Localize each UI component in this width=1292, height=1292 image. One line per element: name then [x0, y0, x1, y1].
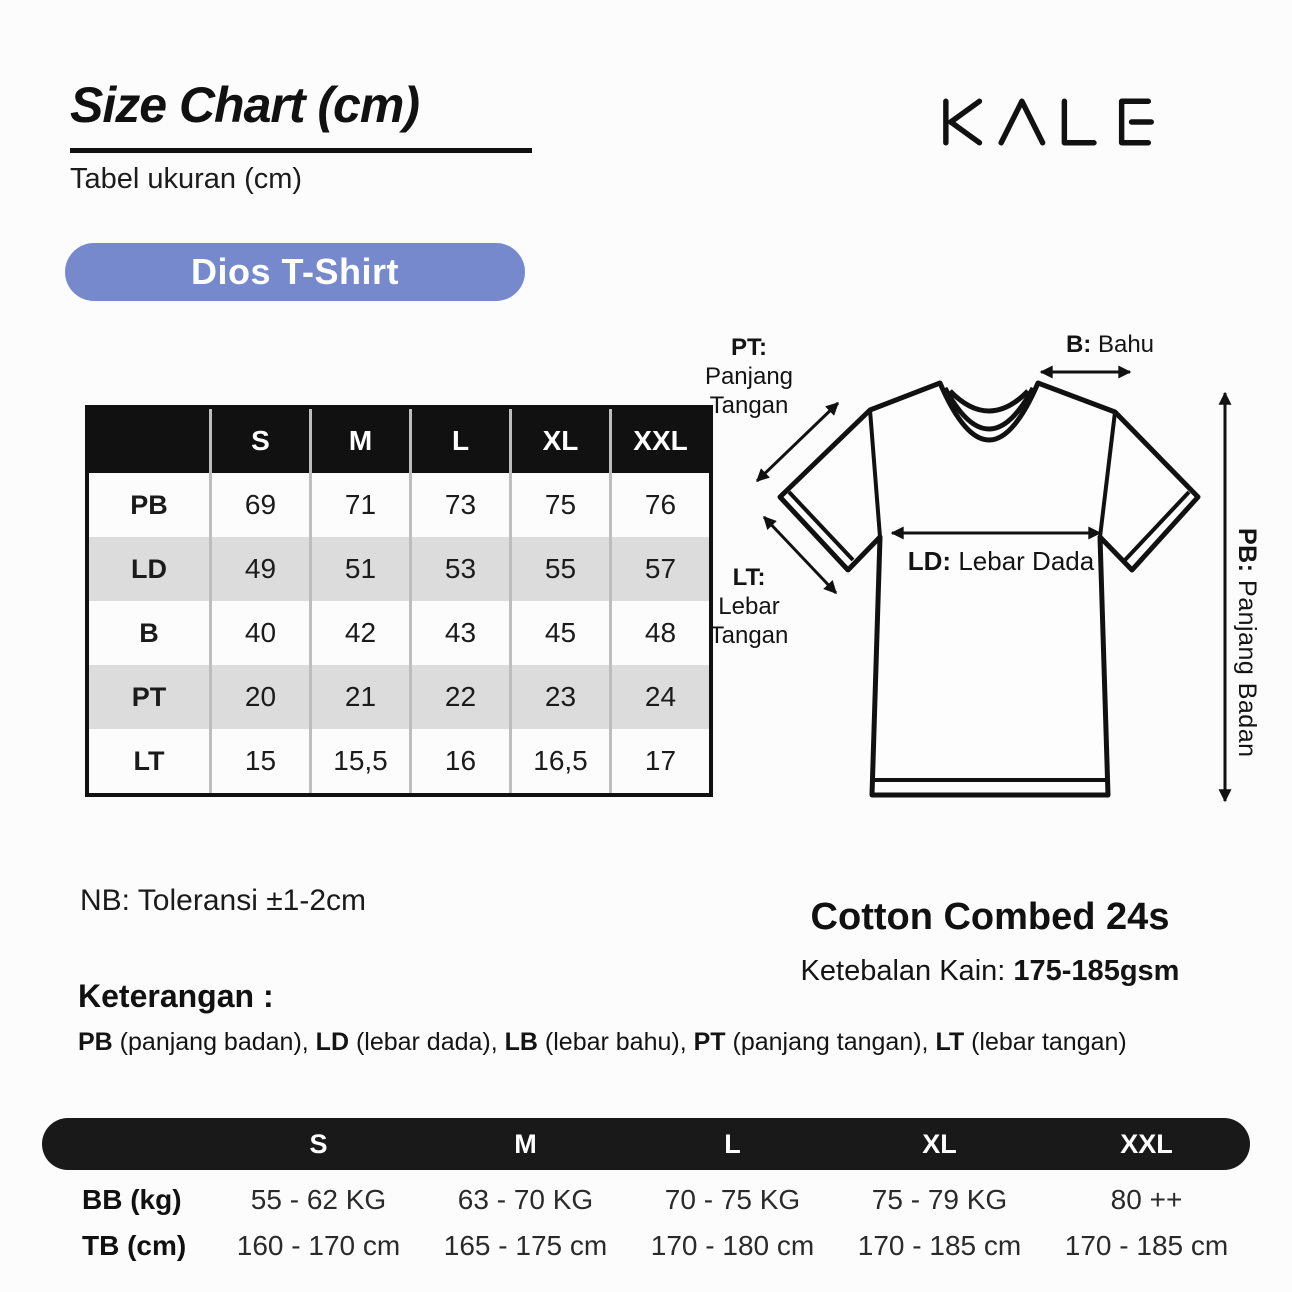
tolerance-note: NB: Toleransi ±1-2cm: [80, 884, 367, 917]
size-value-cell: 21: [311, 665, 411, 729]
pb-abbr: PB:: [1233, 528, 1261, 573]
legend-desc: (panjang badan),: [112, 1028, 316, 1056]
ld-word: Lebar Dada: [958, 546, 1095, 576]
pt-measure-label: [694, 333, 804, 420]
weight-col-header: M: [514, 1128, 537, 1159]
weight-col-header: L: [724, 1128, 741, 1159]
product-name-badge: Dios T-Shirt: [65, 243, 525, 301]
table-row: [42, 1230, 1250, 1262]
size-col-header: XL: [511, 407, 611, 473]
row-label: LD: [87, 537, 211, 601]
tshirt-measurement-diagram: [700, 325, 1292, 875]
weight-table: [42, 1118, 1250, 1262]
height-value-cell: 160 - 170 cm: [236, 1230, 401, 1261]
legend-desc: (lebar bahu),: [537, 1028, 694, 1056]
title-underline: [70, 148, 532, 153]
weight-col-header: XL: [922, 1128, 957, 1159]
table-row: [87, 729, 711, 795]
pt-word-1: Panjang: [704, 363, 794, 390]
size-value-cell: 48: [611, 601, 712, 665]
size-value-cell: 23: [511, 665, 611, 729]
table-row: [87, 537, 711, 601]
row-label: B: [139, 617, 159, 648]
table-row: [87, 473, 711, 537]
size-value-cell: 55: [511, 537, 611, 601]
size-value-cell: 76: [611, 473, 712, 537]
table-row: [42, 1184, 1250, 1216]
height-value-cell: 170 - 185 cm: [1064, 1230, 1229, 1261]
collar-top-arc: [950, 391, 1028, 411]
size-col-header: M: [311, 407, 411, 473]
size-table: [85, 405, 713, 797]
size-value-cell: 24: [611, 665, 712, 729]
size-value-cell: 15: [211, 729, 311, 795]
height-value-cell: 170 - 180 cm: [650, 1230, 815, 1261]
row-label: PT: [87, 665, 211, 729]
legend-abbr: LD: [315, 1028, 349, 1056]
table-row: [87, 665, 711, 729]
size-value-cell: 73: [411, 473, 511, 537]
header: [70, 76, 532, 196]
size-value-cell: 15,5: [311, 729, 411, 795]
legend-abbr: PT: [693, 1028, 726, 1056]
size-value-cell: 40: [211, 601, 311, 665]
weight-value-cell: 75 - 79 KG: [871, 1184, 1008, 1215]
size-value-cell: 49: [211, 537, 311, 601]
bahu-measure-label: [1030, 330, 1190, 359]
brand-logo: [935, 92, 1172, 157]
legend-desc: (panjang tangan),: [725, 1028, 936, 1056]
legend-abbr: LT: [935, 1028, 965, 1056]
ld-abbr: LD:: [907, 546, 952, 576]
fabric-thickness-value: 175-185gsm: [1013, 955, 1180, 987]
weight-value-cell: 55 - 62 KG: [250, 1184, 387, 1215]
row-label: LT: [133, 745, 165, 776]
page-subtitle: Tabel ukuran (cm): [70, 163, 303, 195]
b-word: Bahu: [1097, 331, 1155, 358]
weight-value-cell: 70 - 75 KG: [664, 1184, 801, 1215]
height-value-cell: 170 - 185 cm: [857, 1230, 1022, 1261]
fabric-info: [740, 896, 1240, 988]
size-value-cell: 75: [511, 473, 611, 537]
page-title: Size Chart (cm): [70, 77, 419, 133]
size-table-corner-cell: [87, 407, 211, 473]
weight-value-cell: 80 ++: [1110, 1184, 1183, 1215]
weight-col-header: XXL: [1120, 1128, 1173, 1159]
size-value-cell: 16,5: [511, 729, 611, 795]
lt-abbr: LT:: [732, 564, 766, 591]
lt-word-1: Lebar: [718, 593, 780, 620]
size-value-cell: 71: [311, 473, 411, 537]
size-table-header-row: [87, 407, 711, 473]
size-value-cell: 17: [611, 729, 712, 795]
row-label: PB: [130, 489, 168, 520]
size-value-cell: 51: [311, 537, 411, 601]
height-value-cell: 165 - 175 cm: [443, 1230, 608, 1261]
legend-desc: (lebar dada),: [349, 1028, 505, 1056]
lt-measure-label: [694, 563, 804, 650]
lt-word-2: Tangan: [709, 622, 789, 649]
pt-abbr: PT:: [731, 334, 767, 361]
size-value-cell: 43: [411, 601, 511, 665]
fabric-name: Cotton Combed 24s: [810, 896, 1170, 938]
size-value-cell: 53: [411, 537, 511, 601]
fabric-thickness: [740, 955, 1240, 988]
kale-logo-icon: [935, 92, 1172, 152]
legend-line: [78, 1028, 1248, 1057]
size-col-header: S: [211, 407, 311, 473]
pb-word: Panjang Badan: [1233, 580, 1261, 758]
size-value-cell: 69: [211, 473, 311, 537]
size-value-cell: 20: [211, 665, 311, 729]
legend-abbr: LB: [504, 1028, 538, 1056]
pb-measure-label: [1232, 513, 1261, 773]
row-label: BB (kg): [82, 1184, 182, 1215]
legend-desc: (lebar tangan): [964, 1028, 1127, 1056]
ld-measure-label: [896, 547, 1106, 576]
b-abbr: B:: [1065, 331, 1092, 358]
size-value-cell: 22: [411, 665, 511, 729]
weight-table-header-row: [42, 1118, 1250, 1170]
size-value-cell: 42: [311, 601, 411, 665]
pt-word-2: Tangan: [709, 392, 789, 419]
size-value-cell: 45: [511, 601, 611, 665]
tshirt-outline: [780, 383, 1198, 795]
weight-col-header: S: [309, 1128, 328, 1159]
size-col-header: XXL: [611, 407, 712, 473]
weight-value-cell: 63 - 70 KG: [457, 1184, 594, 1215]
size-value-cell: 57: [611, 537, 712, 601]
size-value-cell: 16: [411, 729, 511, 795]
fabric-thickness-label: Ketebalan Kain:: [800, 955, 1006, 987]
size-col-header: L: [411, 407, 511, 473]
table-row: [87, 601, 711, 665]
row-label: TB (cm): [82, 1230, 187, 1261]
legend-heading: Keterangan :: [78, 978, 274, 1014]
legend-abbr: PB: [78, 1028, 113, 1056]
